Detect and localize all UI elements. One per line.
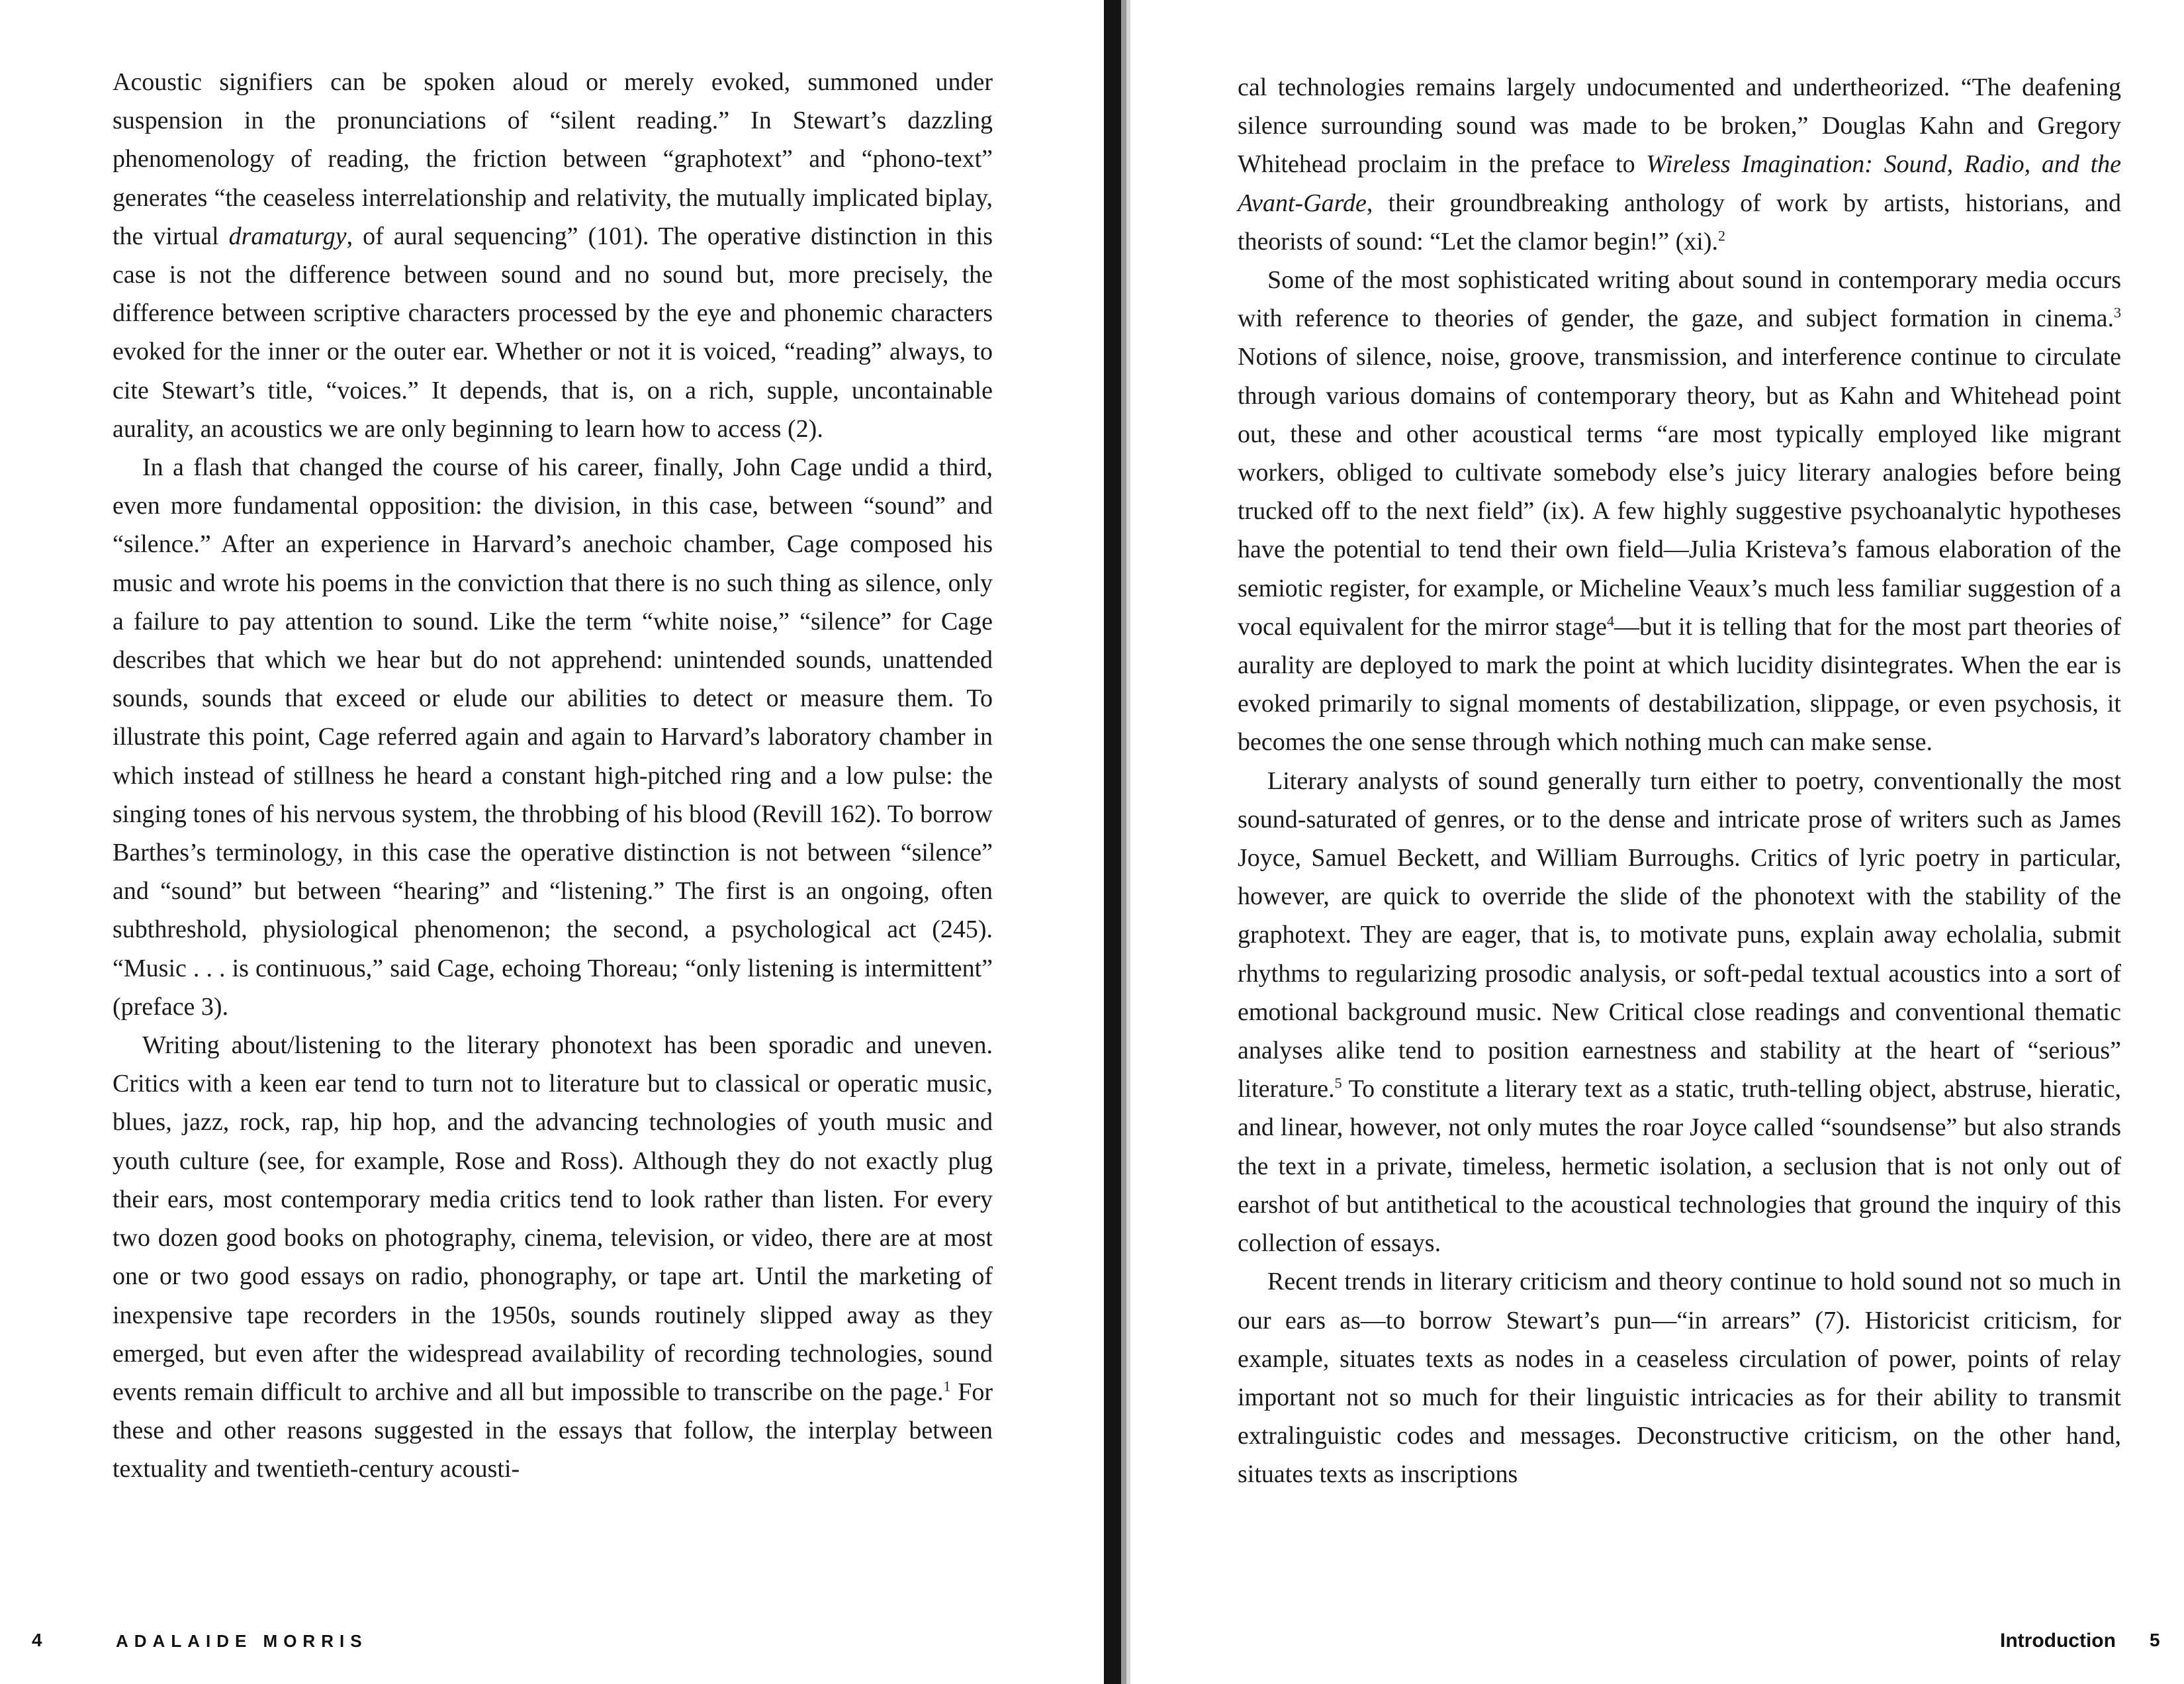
paragraph: In a flash that changed the course of his career, finally, John Cage undid a third, even more fundamental opposition: the division, in this case, between “sound” and “silence.” After an experience in Harvard’s anechoic chamber, Cage composed his music and wrote his poems in the conviction that there is no such thing as silence, only a failure to pay attention to sound. Like the term “white noise,” “silence” for Cage describes that which we hear but do not apprehend: unintended sounds, unattended sounds, sounds that exceed or elude our abilities to detect or measure them. To illustrate this point, Cage referred again and again to Harvard’s laboratory chamber in which instead of stillness he heard a constant high-pitched ring and a low pulse: the singing tones of his nervous system, the throbbing of his blood (Revill 162). To borrow Barthes’s terminology, in this case the operative distinction is not between “silence” and “sound” but between “hearing” and “listening.” The first is an ongoing, often subthreshold, physiological phenomenon; the second, a psychological act (245). “Music . . . is continuous,” said Cage, echoing Thoreau; “only listening is intermittent” (preface 3). [113, 453, 993, 1021]
right-page [1118, 0, 2184, 1684]
footnote-ref: 3 [2114, 304, 2121, 321]
left-page-body [113, 63, 993, 1489]
running-head-section: Introduction [2000, 1630, 2116, 1652]
paragraph: Writing about/listening to the literary phonotext has been sporadic and uneven. Critics with a keen ear tend to turn not to literature but to classical or operatic music, blues, jazz, rock, rap, hip hop, and the advancing technologies of youth music and youth culture (see, for example, Rose and Ross). Although they do not exactly plug their ears, most contemporary media critics tend to look rather than listen. For every two dozen good books on photography, cinema, television, or video, there are at most one or two good essays on radio, phonography, or tape art. Until the marketing of inexpensive tape recorders in the 1950s, sounds routinely slipped away as they emerged, but even after the widespread availability of recording technologies, sound events remain difficult to archive and all but impossible to transcribe on the page.$^1$ For these and other reasons suggested in the essays that follow, the interplay between textuality and twentieth-century acousti- [113, 1031, 993, 1483]
running-head-author: ADALAIDE MORRIS [116, 1631, 368, 1651]
footnote-ref: 4 [1607, 612, 1615, 630]
page-number-right: 5 [2150, 1630, 2160, 1650]
paragraph: Some of the most sophisticated writing about sound in contemporary media occurs with reference to theories of gender, the gaze, and subject formation in cinema.$^3$ Notions of silence, noise, groove, transmission, and interference continue to circulate through various domains of contemporary theory, but as Kahn and Whitehead point out, these and other acoustical terms “are most typically employed like migrant workers, obliged to cultivate somebody else’s juicy literary analogies before being trucked off to the next field” (ix). A few highly suggestive psychoanalytic hypotheses have the potential to tend their own field—Julia Kristeva’s famous elaboration of the semiotic register, for example, or Micheline Veaux’s much less familiar suggestion of a vocal equivalent for the mirror stage$^4$—but it is telling that for the most part theories of aurality are deployed to mark the point at which lucidity disintegrates. When the ear is evoked primarily to signal moments of destabilization, slippage, or even psychosis, it becomes the one sense through which nothing much can make sense. [1238, 266, 2121, 757]
right-page-body [1238, 68, 2121, 1494]
paragraph: Literary analysts of sound generally turn either to poetry, conventionally the most sound-saturated of genres, or to the dense and intricate prose of writers such as James Joyce, Samuel Beckett, and William Burroughs. Critics of lyric poetry in particular, however, are quick to override the slide of the phonotext with the stability of the graphotext. They are eager, that is, to motivate puns, explain away echolalia, submit rhythms to regularizing prosodic analysis, or soft-pedal textual acoustics into a sort of emotional background music. New Critical close readings and conventional thematic analyses alike tend to position earnestness and stability at the heart of “serious” literature.$^5$ To constitute a literary text as a static, truth-telling object, abstruse, hieratic, and linear, however, not only mutes the roar Joyce called “soundsense” but also strands the text in a private, timeless, hermetic isolation, a seclusion that is not only out of earshot of but antithetical to the acoustical technologies that ground the inquiry of this collection of essays. [1238, 767, 2121, 1258]
paragraph: Recent trends in literary criticism and theory continue to hold sound not so much in our ears as—to borrow Stewart’s pun—“in arrears” (7). Historicist criticism, for example, situates texts as nodes in a ceaseless circulation of power, points of relay important not so much for their linguistic intricacies as for their ability to transmit extralinguistic codes and messages. Deconstructive criticism, on the other hand, situates texts as inscriptions [1238, 1268, 2121, 1489]
footnote-ref: 5 [1334, 1074, 1342, 1092]
paragraph: cal technologies remains largely undocumented and undertheorized. “The deafening silence surrounding sound was made to be broken,” Douglas Kahn and Gregory Whitehead proclaim in the preface to Wireless Imagination: Sound, Radio, and the Avant-Garde, their groundbreaking anthology of work by artists, historians, and theorists of sound: “Let the clamor begin!” (xi).$^2$ [1238, 73, 2122, 256]
footnote-ref: 2 [1718, 227, 1726, 244]
footnote-ref: 1 [943, 1378, 951, 1395]
paragraph: Acoustic signifiers can be spoken aloud or merely evoked, summoned under suspension in the pronunciations of “silent reading.” In Stewart’s dazzling phenomenology of reading, the friction between “graphotext” and “phono-text” generates “the ceaseless interrelationship and relativity, the mutually implicated biplay, the virtual dramaturgy, of aural sequencing” (101). The operative distinction in this case is not the difference between sound and no sound but, more precisely, the difference between scriptive characters processed by the eye and phonemic characters evoked for the inner or the outer ear. Whether or not it is voiced, “reading” always, to cite Stewart’s title, “voices.” It depends, that is, on a rich, supple, uncontainable aurality, an acoustics we are only beginning to learn how to access (2). [113, 68, 993, 443]
page-number-left: 4 [32, 1630, 42, 1650]
